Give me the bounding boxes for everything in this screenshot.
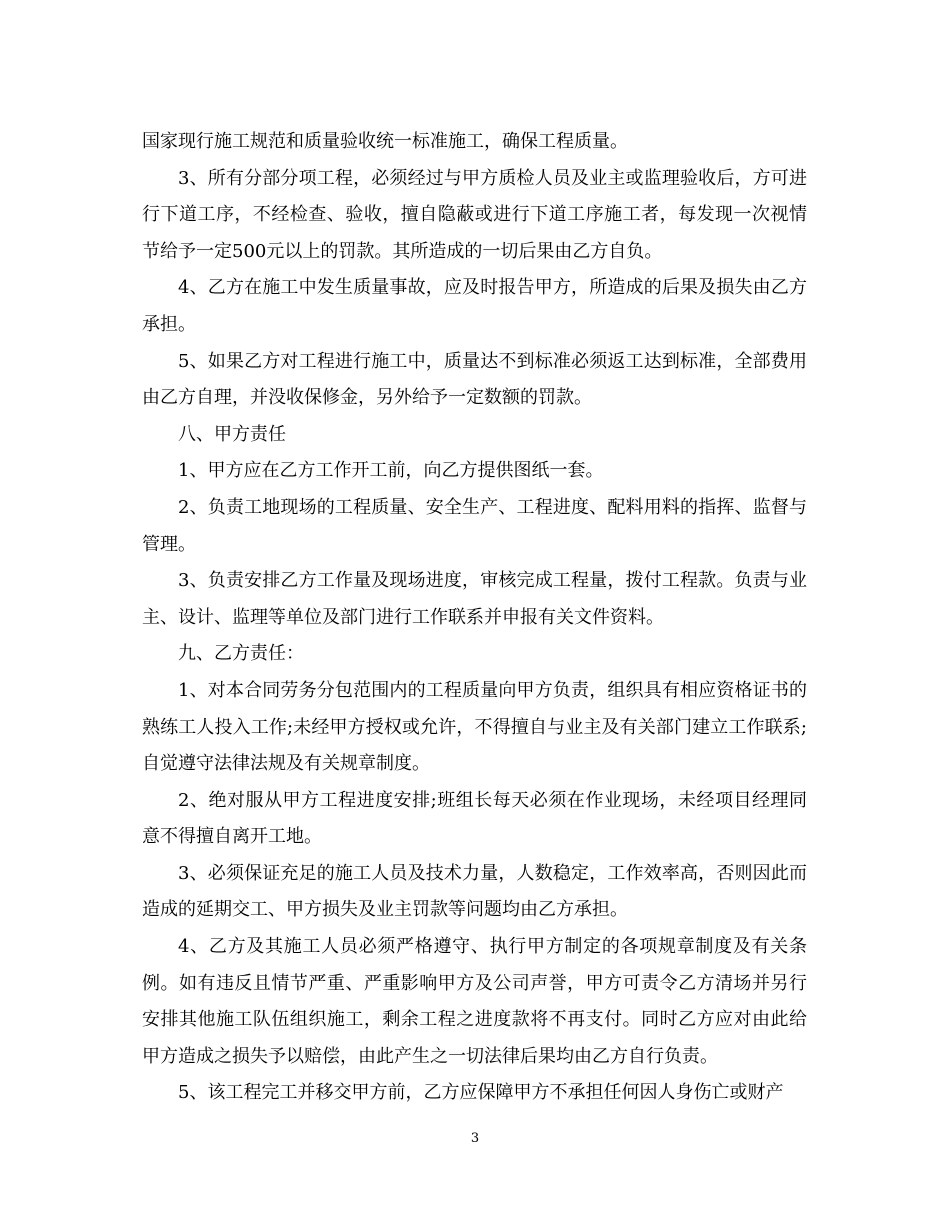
paragraph: 3、必须保证充足的施工人员及技术力量，人数稳定，工作效率高，否则因此而造成的延期交工、甲方损失及业主罚款等问题均由乙方承担。	[142, 862, 807, 921]
paragraph: 2、负责工地现场的工程质量、安全生产、工程进度、配料用料的指挥、监督与管理。	[142, 496, 807, 555]
paragraph: 九、乙方责任：	[178, 643, 304, 665]
document-body	[142, 124, 807, 1112]
paragraph: 5、该工程完工并移交甲方前，乙方应保障甲方不承担任何因人身伤亡或财产	[178, 1082, 784, 1104]
paragraph: 3、所有分部分项工程，必须经过与甲方质检人员及业主或监理验收后，方可进行下道工序，不经检查、验收，擅自隐蔽或进行下道工序施工者，每发现一次视情节给予一定500元以上的罚款。其所造成的一切后果由乙方自负。	[142, 167, 807, 262]
paragraph: 国家现行施工规范和质量验收统一标准施工，确保工程质量。	[142, 131, 628, 152]
paragraph: 3、负责安排乙方工作量及现场进度，审核完成工程量，拨付工程款。负责与业主、设计、监理等单位及部门进行工作联系并申报有关文件资料。	[142, 570, 807, 628]
paragraph: 1、对本合同劳务分包范围内的工程质量向甲方负责，组织具有相应资格证书的熟练工人投入工作;未经甲方授权或允许，不得擅自与业主及有关部门建立工作联系;自觉遵守法律法规及有关规章制度。	[142, 679, 807, 775]
paragraph: 4、乙方在施工中发生质量事故，应及时报告甲方，所造成的后果及损失由乙方承担。	[142, 277, 807, 335]
paragraph: 5、如果乙方对工程进行施工中，质量达不到标准必须返工达到标准，全部费用由乙方自理，并没收保修金，另外给予一定数额的罚款。	[142, 350, 807, 409]
paragraph: 2、绝对服从甲方工程进度安排;班组长每天必须在作业现场，未经项目经理同意不得擅自离开工地。	[142, 789, 807, 848]
page-number: 3	[470, 1131, 480, 1146]
paragraph: 1、甲方应在乙方工作开工前，向乙方提供图纸一套。	[178, 460, 604, 482]
paragraph: 八、甲方责任	[178, 423, 286, 445]
paragraph: 4、乙方及其施工人员必须严格遵守、执行甲方制定的各项规章制度及有关条例。如有违反且情节严重、严重影响甲方及公司声誉，甲方可责令乙方清场并另行安排其他施工队伍组织施工，剩余工程之进度款将不再支付。同时乙方应对由此给甲方造成之损失予以赔偿，由此产生之一切法律后果均由乙方自行负责。	[142, 936, 807, 1067]
